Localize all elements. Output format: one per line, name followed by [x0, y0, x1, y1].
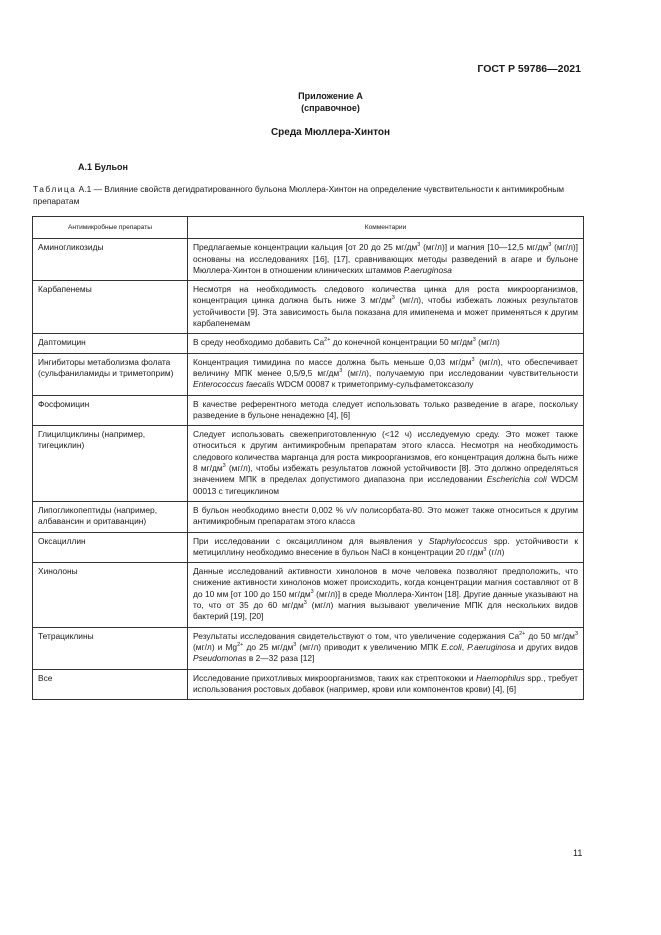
superscript: 3: [310, 588, 314, 595]
comment-text: WDCM 00013 с тигециклином: [193, 474, 578, 496]
appendix-heading: [0, 90, 661, 114]
table-row: [33, 627, 584, 669]
comment-cell: [188, 334, 584, 353]
comment-text: WDCM 00087 к триметоприму-сульфаметоксазолу: [274, 379, 474, 390]
comment-cell: [188, 532, 584, 563]
drug-name-cell: Тетрациклины: [33, 627, 188, 669]
table-row: [33, 281, 584, 334]
standard-number: ГОСТ Р 59786—2021: [477, 63, 581, 75]
comment-text: Исследование прихотливых микроорганизмов, таких как стрептококки и: [193, 672, 476, 683]
superscript: 3: [303, 600, 307, 607]
comment-text: Предлагаемые концентрации кальция [от 20 до 25 мг/дм: [193, 242, 418, 253]
superscript: 3: [472, 337, 476, 344]
comment-text: (г/л): [486, 546, 505, 557]
comment-text: в 2—32 раза [12]: [246, 653, 315, 664]
superscript: 2+: [324, 337, 331, 344]
comment-text: Данные исследований активности хинолонов в моче человека позволяют предположить, что снижение активности хинолонов может происходить, когда концентрации магния составляют от 8 до 10 мм [от 100 до 150 мг/дм: [193, 566, 578, 599]
comment-text: (мг/л), чтобы избежать ложных результатов устойчивости [9]. Эта зависимость была показана для имипенема и может применяться к другим карбапенемам: [193, 295, 578, 329]
drug-name-cell: Оксациллин: [33, 532, 188, 563]
comment-text: до 50 мг/дм: [525, 630, 575, 641]
antimicrobial-table: [32, 216, 584, 700]
table-body: [33, 239, 584, 700]
comment-cell: [188, 669, 584, 700]
comment-cell: [188, 239, 584, 281]
comment-text: (мг/л) приводит к увеличению МПК: [296, 641, 442, 652]
superscript: 3: [548, 242, 552, 249]
italic-term: E.coli: [441, 641, 462, 652]
appendix-subtitle: (справочное): [301, 103, 360, 113]
superscript: 3: [574, 630, 579, 637]
italic-term: P.aeruginosa: [467, 641, 516, 652]
comment-text: Следует использовать свежеприготовленную (<12 ч) исследуемую среду. Это может также относиться к другим антимикробным препаратам этого класса. Несмотря на необходимость следового количества марганца для роста микроорганизмов, его концентрация должна быть ниже 8 мг/дм: [193, 429, 578, 474]
comment-text: ,: [461, 641, 468, 652]
comment-text: Несмотря на необходимость следового количества цинка для роста микроорганизмов, концентрация цинка должна быть ниже 3 мг/дм: [193, 284, 578, 306]
drug-name-cell: Даптомицин: [33, 334, 188, 353]
comment-text: Результаты исследования свидетельствуют о том, что увеличение содержания Ca: [193, 630, 520, 641]
italic-term: Staphylococcus: [428, 535, 488, 546]
comment-text: В бульон необходимо внести 0,002 % v/v полисорбата-80. Это может также относиться к другим антимикробным препаратам этого класса: [193, 504, 578, 527]
comment-text: В среду необходимо добавить Ca: [193, 337, 325, 348]
italic-term: Pseudomonas: [193, 653, 247, 664]
superscript: 3: [391, 295, 395, 302]
column-header-comments: Комментарии: [188, 217, 584, 239]
comment-text: Концентрация тимидина по массе должна быть меньше 0,03 мг/дм: [193, 356, 472, 367]
superscript: 3: [471, 356, 475, 363]
comment-text: В качестве референтного метода следует использовать только разведение в агаре, поскольку разведение в бульоне ненадежно [4], [6]: [193, 398, 578, 420]
page-number: 11: [573, 848, 583, 858]
italic-term: Enterococcus faecalis: [193, 379, 275, 390]
table-row: [33, 239, 584, 281]
table-row: [33, 563, 584, 627]
drug-name-cell: Хинолоны: [33, 563, 188, 627]
italic-term: Escherichia coli: [486, 474, 547, 485]
comment-cell: [188, 563, 584, 627]
italic-term: Haemophilus: [476, 672, 525, 683]
comment-cell: [188, 395, 584, 426]
comment-cell: [188, 501, 584, 532]
table-row: [33, 669, 584, 700]
comment-cell: [188, 627, 584, 669]
italic-term: P.aeruginosa: [403, 264, 452, 275]
comment-text: до 25 мг/дм: [243, 641, 294, 652]
table-row: [33, 532, 584, 563]
comment-text: (мг/л)] в среде Мюллера-Хинтон [18]. Другие данные указывают на то, что от 35 до 60 мг/дм: [193, 588, 579, 611]
comment-text: spp., требует использования ростовых добавок (например, крови или компонентов крови) [4], [6]: [193, 672, 578, 694]
comment-cell: [188, 426, 584, 502]
comment-text: (мг/л), получаемую при исследовании чувствительности: [342, 367, 578, 378]
table-caption: [33, 183, 583, 207]
drug-name-cell: Липогликопептиды (например, албавансин и оритаванцин): [33, 501, 188, 532]
comment-text: (мг/л) магния вызывают увеличение МПК для нескольких видов бактерий [19], [20]: [193, 600, 578, 622]
drug-name-cell: Карбапенемы: [33, 281, 188, 334]
comment-text: spp. устойчивости к метициллину необходимо внесение в бульон NaCl в концентрации 20 г/дм: [193, 535, 578, 557]
comment-text: При исследовании с оксациллином для выявления у: [193, 535, 429, 546]
drug-name-cell: Ингибиторы метаболизма фолата (сульфаниламиды и триметоприм): [33, 353, 188, 395]
drug-name-cell: Все: [33, 669, 188, 700]
comment-text: до конечной концентрации 50 мг/дм: [330, 337, 473, 348]
section-heading: А.1 Бульон: [78, 162, 128, 172]
table-header-row: [33, 217, 584, 239]
superscript: 2+: [237, 642, 244, 649]
comment-text: (мг/л) и Mg: [193, 641, 238, 652]
table-caption-label: Таблица: [33, 184, 77, 194]
comment-text: и других видов: [515, 641, 579, 652]
superscript: 3: [222, 463, 226, 470]
table-row: [33, 501, 584, 532]
superscript: 3: [293, 642, 297, 649]
superscript: 3: [483, 547, 487, 554]
comment-cell: [188, 281, 584, 334]
drug-name-cell: Аминогликозиды: [33, 239, 188, 281]
comment-text: (мг/л)] основаны на исследованиях [16], [17], сравнивающих методы разведений в агаре и бульоне Мюллера-Хинтон в отношении клинических штаммов: [193, 242, 578, 275]
comment-text: (мг/л), что обеспечивает величину МПК менее 0,5/9,5 мг/дм: [193, 356, 578, 378]
superscript: 3: [417, 242, 421, 249]
drug-name-cell: Глицилциклины (например, тигециклин): [33, 426, 188, 502]
appendix-title: Приложение А: [298, 91, 363, 101]
comment-text: (мг/л), чтобы избежать результатов ложной устойчивости [8]. Это должно определяться значением МПК в пределах допустимого диапазона при исследовании: [193, 463, 578, 485]
table-row: [33, 395, 584, 426]
table-row: [33, 334, 584, 353]
comment-text: (мг/л)] и магния [10—12,5 мг/дм: [420, 242, 549, 253]
document-title: Среда Мюллера-Хинтон: [270, 127, 391, 138]
table-caption-text: А.1 — Влияние свойств дегидратированного бульона Мюллера-Хинтон на определение чувствительности к антимикробным препаратам: [33, 184, 564, 206]
comment-text: (мг/л): [475, 337, 500, 348]
column-header-drugs: Антимикробные препараты: [33, 217, 188, 239]
table-row: [33, 353, 584, 395]
table-row: [33, 426, 584, 502]
comment-cell: [188, 353, 584, 395]
superscript: 2+: [519, 630, 526, 637]
drug-name-cell: Фосфомицин: [33, 395, 188, 426]
superscript: 3: [339, 368, 343, 375]
